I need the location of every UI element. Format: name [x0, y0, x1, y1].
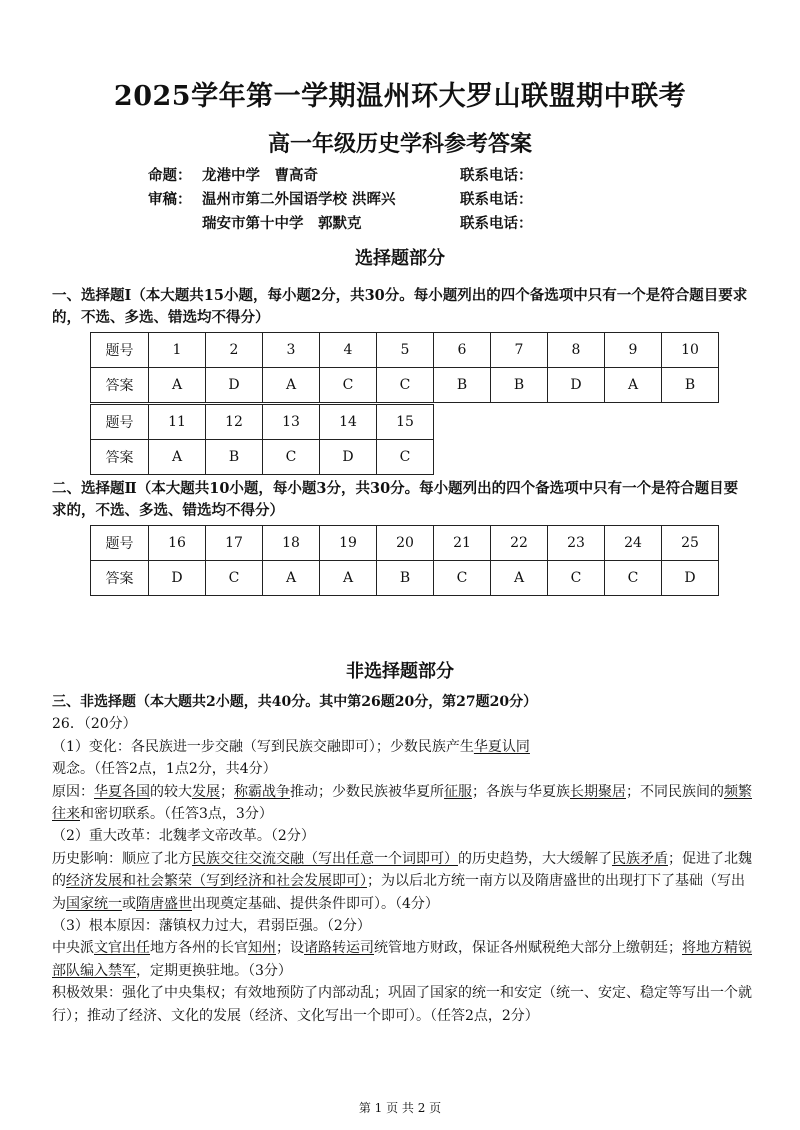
answer-cell: C: [605, 561, 662, 596]
answer-paragraph-4: [52, 848, 752, 915]
answer-cell: A: [605, 368, 662, 403]
answer-cell: C: [377, 368, 434, 403]
key-point: 华夏各国: [94, 783, 150, 800]
answer-cell: D: [548, 368, 605, 403]
answer-cell: C: [377, 440, 434, 475]
credits-block: [148, 164, 533, 236]
credit-phone: 联系电话：: [460, 167, 533, 184]
key-point: 出任: [122, 940, 150, 957]
text-run: 或: [122, 895, 136, 912]
text-run: 历史影响：顺应了北方: [52, 850, 192, 867]
question-group-desc: （本大题共2小题，共40分。其中第26题20分，第27题20分）: [136, 694, 538, 710]
question-number: 1: [149, 333, 206, 368]
question-number: 5: [377, 333, 434, 368]
question-number: 3: [263, 333, 320, 368]
question-group-3-header: [52, 691, 752, 713]
answer-paragraph-6: [52, 937, 752, 982]
text-run: ；设: [276, 940, 304, 957]
answer-paragraph-2: [52, 781, 752, 826]
credit-person: 龙港中学 曹高奇: [202, 167, 318, 184]
question-number: 17: [206, 526, 263, 561]
key-point: 频繁往来: [52, 783, 752, 823]
key-point: 经济发展和社会繁荣（写到经济和社会发展即可）: [66, 873, 367, 890]
credit-person: 温州市第二外国语学校 洪晖兴: [202, 191, 396, 208]
answer-cell: C: [434, 561, 491, 596]
question-number: 12: [206, 405, 263, 440]
credit-row-reviewer-1: [148, 188, 533, 212]
credit-phone: 联系电话：: [460, 215, 533, 232]
key-point: 长期聚居: [570, 783, 626, 800]
page-subtitle: 高一年级历史学科参考答案: [267, 131, 532, 157]
key-point: 征服: [444, 783, 472, 800]
question-group-label: 一、选择题Ⅰ: [52, 287, 132, 304]
question-number: 6: [434, 333, 491, 368]
key-point: 国家统一: [66, 895, 122, 912]
key-point: 知州: [248, 940, 276, 957]
question-number: 23: [548, 526, 605, 561]
answer-cell: B: [206, 440, 263, 475]
question-26-header: 26．（20分）: [52, 716, 137, 733]
key-point: 民族矛盾: [612, 850, 668, 867]
answer-cell: A: [149, 368, 206, 403]
question-number: 20: [377, 526, 434, 561]
key-point: 文官: [94, 940, 122, 957]
row-label: 答案: [91, 368, 149, 403]
text-run: 统管地方财政，保证各州赋税绝大部分上缴朝廷；: [374, 940, 682, 957]
answer-cell: D: [149, 561, 206, 596]
text-run: 的历史趋势，大大缓解了: [458, 850, 612, 867]
text-run: 的较大: [150, 783, 192, 800]
answer-cell: B: [662, 368, 719, 403]
question-group-2-header: [52, 478, 752, 522]
answer-cell: C: [206, 561, 263, 596]
answer-cell: B: [491, 368, 548, 403]
question-group-desc: （本大题共15小题，每小题2分，共30分。每小题列出的四个备选项中只有一个是符合题目要求的，不选、多选、错选均不得分）: [52, 287, 748, 326]
key-point: 诸路转运司: [304, 940, 374, 957]
key-point: 称霸战争: [234, 783, 290, 800]
text-run: 出现奠定基础、提供条件即可）。（4分）: [192, 895, 439, 912]
nonchoice-body: [52, 691, 752, 1027]
text-run: 观念。（任答2点，1点2分，共4分）: [52, 761, 277, 778]
answer-cell: D: [206, 368, 263, 403]
question-number: 19: [320, 526, 377, 561]
question-group-label: 三、非选择题: [52, 694, 136, 710]
table-row: [91, 561, 719, 596]
key-point: 华夏认同: [473, 738, 530, 755]
text-run: （1）变化：各民族进一步交融（写到民族交融即可）；少数民族产生: [52, 738, 474, 755]
question-number: 4: [320, 333, 377, 368]
question-number: 24: [605, 526, 662, 561]
row-label: 答案: [91, 440, 149, 475]
text-run: 和密切联系。（任答3点，3分）: [80, 806, 273, 823]
answer-table-1a: [90, 332, 719, 403]
answer-table-1b: [90, 404, 434, 475]
table-row: [91, 368, 719, 403]
row-label: 答案: [91, 561, 149, 596]
answer-paragraph-1: [52, 736, 752, 781]
answer-cell: A: [149, 440, 206, 475]
credit-phone: 联系电话：: [460, 191, 533, 208]
text-run: ；为以后北方统一南方以及隋唐盛世的出现打下了基础（写出为: [52, 873, 745, 912]
answer-cell: C: [548, 561, 605, 596]
page-footer: 第 1 页 共 2 页: [358, 1101, 442, 1115]
section-title-choice: 选择题部分: [355, 248, 445, 269]
question-number: 25: [662, 526, 719, 561]
question-number: 14: [320, 405, 377, 440]
page-title: 2025学年第一学期温州环大罗山联盟期中联考: [113, 81, 687, 112]
text-run: ；: [220, 783, 234, 800]
row-label: 题号: [91, 526, 149, 561]
section-title-nonchoice: 非选择题部分: [346, 661, 454, 682]
credit-role: 命题：: [148, 167, 192, 184]
text-run: ；促进了北魏的: [52, 850, 752, 890]
question-number: 16: [149, 526, 206, 561]
table-row: [91, 405, 434, 440]
question-number: 8: [548, 333, 605, 368]
question-number: 13: [263, 405, 320, 440]
question-number: 21: [434, 526, 491, 561]
answer-cell: C: [263, 440, 320, 475]
question-number: 15: [377, 405, 434, 440]
question-number: 18: [263, 526, 320, 561]
answer-cell: A: [263, 561, 320, 596]
answer-paragraph-7: 积极效果：强化了中央集权；有效地预防了内部动乱；巩固了国家的统一和安定（统一、安定、稳定等写出一个就行）；推动了经济、文化的发展（经济、文化写出一个即可）。（任答2点，2分）: [52, 985, 752, 1024]
credit-person: 瑞安市第十中学 郭默克: [202, 215, 362, 232]
answer-paragraph-3: （2）重大改革：北魏孝文帝改革。（2分）: [52, 828, 315, 845]
answer-cell: A: [263, 368, 320, 403]
answer-cell: A: [491, 561, 548, 596]
key-point: 发展: [192, 783, 220, 800]
credit-row-reviewer-2: [148, 212, 533, 236]
answer-cell: B: [434, 368, 491, 403]
text-run: ；各族与华夏族: [472, 783, 570, 800]
credit-role: 审稿：: [148, 191, 192, 208]
table-row: [91, 440, 434, 475]
text-run: 推动；少数民族被华夏所: [290, 783, 444, 800]
question-number: 11: [149, 405, 206, 440]
text-run: ，定期更换驻地。（3分）: [136, 962, 292, 979]
text-run: ；不同民族间的: [626, 783, 724, 800]
credit-row-setter: [148, 164, 533, 188]
answer-cell: A: [320, 561, 377, 596]
table-row: [91, 333, 719, 368]
row-label: 题号: [91, 405, 149, 440]
answer-paragraph-5: （3）根本原因：藩镇权力过大，君弱臣强。（2分）: [52, 918, 371, 935]
row-label: 题号: [91, 333, 149, 368]
question-group-label: 二、选择题Ⅱ: [52, 480, 137, 497]
question-number: 9: [605, 333, 662, 368]
question-number: 2: [206, 333, 263, 368]
question-group-desc: （本大题共10小题，每小题3分，共30分。每小题列出的四个备选项中只有一个是符合题目要求的，不选、多选、错选均不得分）: [52, 480, 739, 519]
table-row: [91, 526, 719, 561]
text-run: 原因：: [52, 783, 94, 800]
text-run: 地方各州的长官: [150, 940, 248, 957]
text-run: 中央派: [52, 940, 94, 957]
key-point: 隋唐盛世: [136, 895, 192, 912]
answer-cell: D: [320, 440, 377, 475]
question-number: 22: [491, 526, 548, 561]
answer-cell: C: [320, 368, 377, 403]
answer-table-2: [90, 525, 719, 596]
question-number: 7: [491, 333, 548, 368]
question-group-1-header: [52, 285, 752, 329]
key-point: 将地方精锐部队编入禁军: [52, 940, 752, 979]
question-number: 10: [662, 333, 719, 368]
answer-cell: D: [662, 561, 719, 596]
answer-cell: B: [377, 561, 434, 596]
key-point: 民族交往交流交融（写出任意一个词即可）: [192, 850, 458, 867]
